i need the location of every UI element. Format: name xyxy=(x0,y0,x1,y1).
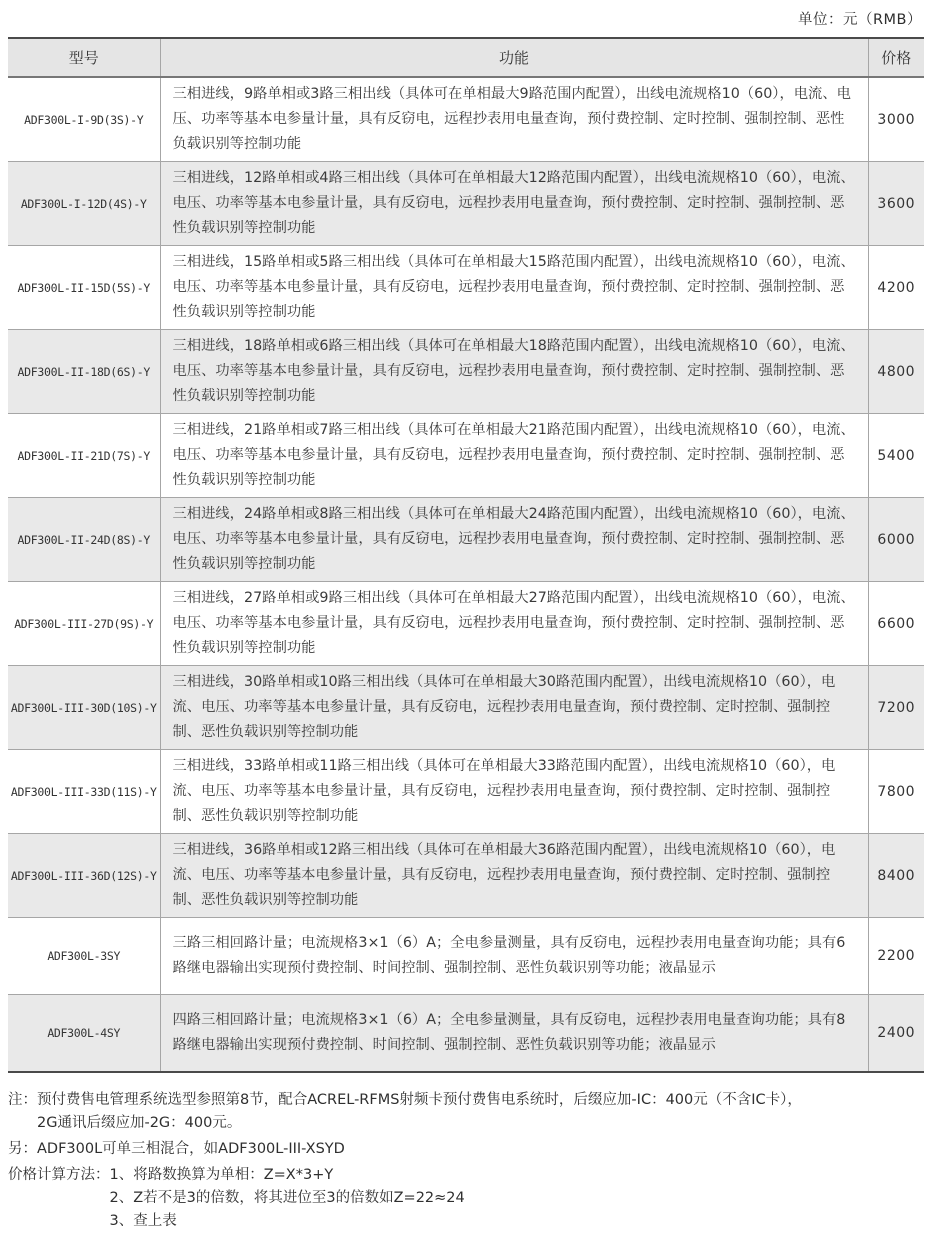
price-cell: 5400 xyxy=(868,414,924,498)
note-line: 3、查上表 xyxy=(109,1213,177,1229)
table-row xyxy=(8,918,924,995)
note-mixing xyxy=(8,1138,924,1161)
table-row xyxy=(8,414,924,498)
note-body xyxy=(37,1089,924,1135)
table-header-row xyxy=(8,38,924,77)
table-row xyxy=(8,834,924,918)
model-cell: ADF300L-II-21D(7S)-Y xyxy=(8,414,160,498)
model-cell: ADF300L-III-36D(12S)-Y xyxy=(8,834,160,918)
model-cell: ADF300L-III-33D(11S)-Y xyxy=(8,750,160,834)
price-cell: 4800 xyxy=(868,330,924,414)
price-cell: 6600 xyxy=(868,582,924,666)
price-cell: 7800 xyxy=(868,750,924,834)
note-body xyxy=(110,1164,925,1233)
unit-label: 单位：元（RMB） xyxy=(797,12,922,28)
table-row xyxy=(8,162,924,246)
function-cell: 三相进线，27路单相或9路三相出线（具体可在单相最大27路范围内配置），出线电流规格10（60），电流、电压、功率等基本电参量计量，具有反窃电，远程抄表用电量查询，预付费控制、定时控制、强制控制、恶性负载识别等控制功能 xyxy=(160,582,868,666)
function-cell: 三相进线，18路单相或6路三相出线（具体可在单相最大18路范围内配置），出线电流规格10（60），电流、电压、功率等基本电参量计量，具有反窃电，远程抄表用电量查询，预付费控制、定时控制、强制控制、恶性负载识别等控制功能 xyxy=(160,330,868,414)
header-function: 功能 xyxy=(160,38,868,77)
table-row xyxy=(8,77,924,162)
model-cell: ADF300L-4SY xyxy=(8,995,160,1073)
model-cell: ADF300L-3SY xyxy=(8,918,160,995)
header-model: 型号 xyxy=(8,38,160,77)
price-cell: 6000 xyxy=(868,498,924,582)
note-prefix: 注： xyxy=(8,1092,37,1108)
function-cell: 三相进线，24路单相或8路三相出线（具体可在单相最大24路范围内配置），出线电流规格10（60），电流、电压、功率等基本电参量计量，具有反窃电，远程抄表用电量查询，预付费控制、定时控制、强制控制、恶性负载识别等控制功能 xyxy=(160,498,868,582)
table-row xyxy=(8,995,924,1073)
function-cell: 三相进线，12路单相或4路三相出线（具体可在单相最大12路范围内配置），出线电流规格10（60），电流、电压、功率等基本电参量计量，具有反窃电，远程抄表用电量查询，预付费控制、定时控制、强制控制、恶性负载识别等控制功能 xyxy=(160,162,868,246)
price-table xyxy=(8,37,924,1073)
price-cell: 8400 xyxy=(868,834,924,918)
note-line: ADF300L可单三相混合，如ADF300L-III-XSYD xyxy=(37,1141,345,1157)
price-cell: 2400 xyxy=(868,995,924,1073)
note-line: 1、将路数换算为单相：Z=X*3+Y xyxy=(109,1167,334,1183)
table-row xyxy=(8,498,924,582)
note-line: 2、Z若不是3的倍数，将其进位至3的倍数如Z=22≈24 xyxy=(109,1190,465,1206)
model-cell: ADF300L-III-30D(10S)-Y xyxy=(8,666,160,750)
model-cell: ADF300L-I-9D(3S)-Y xyxy=(8,77,160,162)
table-row xyxy=(8,330,924,414)
table-row xyxy=(8,750,924,834)
model-cell: ADF300L-II-24D(8S)-Y xyxy=(8,498,160,582)
function-cell: 三相进线，36路单相或12路三相出线（具体可在单相最大36路范围内配置），出线电流规格10（60），电流、电压、功率等基本电参量计量，具有反窃电，远程抄表用电量查询，预付费控制、定时控制、强制控制、恶性负载识别等控制功能 xyxy=(160,834,868,918)
footnotes xyxy=(8,1089,924,1233)
model-cell: ADF300L-II-15D(5S)-Y xyxy=(8,246,160,330)
model-cell: ADF300L-II-18D(6S)-Y xyxy=(8,330,160,414)
price-cell: 3000 xyxy=(868,77,924,162)
note-prefix: 另： xyxy=(8,1141,37,1157)
note-prefix: 价格计算方法： xyxy=(8,1167,110,1183)
model-cell: ADF300L-III-27D(9S)-Y xyxy=(8,582,160,666)
function-cell: 三相进线，33路单相或11路三相出线（具体可在单相最大33路范围内配置），出线电流规格10（60），电流、电压、功率等基本电参量计量，具有反窃电，远程抄表用电量查询，预付费控制、定时控制、强制控制、恶性负载识别等控制功能 xyxy=(160,750,868,834)
table-row xyxy=(8,666,924,750)
table-row xyxy=(8,246,924,330)
note-line: 2G通讯后缀应加-2G：400元。 xyxy=(37,1115,242,1131)
table-row xyxy=(8,582,924,666)
function-cell: 四路三相回路计量；电流规格3×1（6）A；全电参量测量，具有反窃电，远程抄表用电量查询功能；具有8路继电器输出实现预付费控制、时间控制、强制控制、恶性负载识别等功能；液晶显示 xyxy=(160,995,868,1073)
function-cell: 三相进线，21路单相或7路三相出线（具体可在单相最大21路范围内配置），出线电流规格10（60），电流、电压、功率等基本电参量计量，具有反窃电，远程抄表用电量查询，预付费控制、定时控制、强制控制、恶性负载识别等控制功能 xyxy=(160,414,868,498)
price-cell: 3600 xyxy=(868,162,924,246)
price-cell: 2200 xyxy=(868,918,924,995)
function-cell: 三相进线，30路单相或10路三相出线（具体可在单相最大30路范围内配置），出线电流规格10（60），电流、电压、功率等基本电参量计量，具有反窃电，远程抄表用电量查询，预付费控制、定时控制、强制控制、恶性负载识别等控制功能 xyxy=(160,666,868,750)
price-cell: 7200 xyxy=(868,666,924,750)
function-cell: 三相进线，15路单相或5路三相出线（具体可在单相最大15路范围内配置），出线电流规格10（60），电流、电压、功率等基本电参量计量，具有反窃电，远程抄表用电量查询，预付费控制、定时控制、强制控制、恶性负载识别等控制功能 xyxy=(160,246,868,330)
note-price-calc xyxy=(8,1164,924,1233)
price-cell: 4200 xyxy=(868,246,924,330)
note-line: 预付费售电管理系统选型参照第8节，配合ACREL-RFMS射频卡预付费售电系统时，后缀应加-IC：400元（不含IC卡）， xyxy=(37,1092,802,1108)
model-cell: ADF300L-I-12D(4S)-Y xyxy=(8,162,160,246)
function-cell: 三路三相回路计量；电流规格3×1（6）A；全电参量测量，具有反窃电，远程抄表用电量查询功能；具有6路继电器输出实现预付费控制、时间控制、强制控制、恶性负载识别等功能；液晶显示 xyxy=(160,918,868,995)
note-prepaid xyxy=(8,1089,924,1135)
function-cell: 三相进线，9路单相或3路三相出线（具体可在单相最大9路范围内配置），出线电流规格10（60），电流、电压、功率等基本电参量计量，具有反窃电，远程抄表用电量查询，预付费控制、定时控制、强制控制、恶性负载识别等控制功能 xyxy=(160,77,868,162)
header-price: 价格 xyxy=(868,38,924,77)
